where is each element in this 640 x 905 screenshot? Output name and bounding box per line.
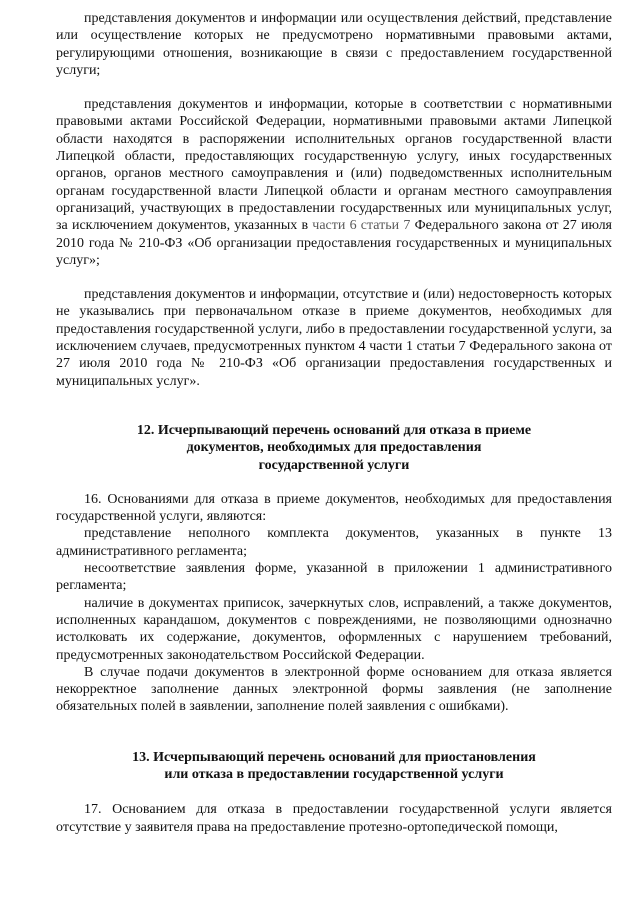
law-reference-link[interactable]: части 6 статьи 7 bbox=[312, 218, 411, 234]
reason-item-form-mismatch: несоответствие заявления форме, указанной в приложении 1 административного регламента; bbox=[56, 561, 612, 594]
reason-item-incomplete-set: представление неполного комплекта документов, указанных в пункте 13 административного регламента; bbox=[56, 526, 612, 559]
reason-item-corrections: наличие в документах приписок, зачеркнутых слов, исправлений, а также документов, исполненных карандашом, документов с повреждениями, не позволяющими однозначно истолковать их содержание, документов, оформленных с нарушением требований, предусмотренных законодательством Российской Федерации. bbox=[56, 595, 612, 663]
paragraph-exception-2 bbox=[56, 96, 612, 269]
section-13-heading bbox=[56, 749, 612, 784]
paragraph-exception-2-text-b: Федерального закона от 27 июля 2010 года № 210-ФЗ «Об организации предоставления государственных и муниципальных услуг»; bbox=[56, 218, 612, 268]
paragraph-17: 17. Основанием для отказа в предоставлении государственной услуги является отсутствие у заявителя права на предоставление протезно-ортопедической помощи, bbox=[56, 802, 612, 835]
section-12-heading-line-3: государственной услуги bbox=[258, 457, 410, 473]
paragraph-exception-2-text-a: представления документов и информации, которые в соответствии с нормативными правовыми актами Российской Федерации, нормативными правовыми актами Липецкой области находятся в распоряжении исполнительных органов государственной власти Липецкой области, предоставляющих государственную услугу, иных государственных органов, органов местного самоуправления и (или) подведомственных исполнительным органам государственной власти Липецкой области и органам местного самоуправления организаций, участвующих в предоставлении государственных или муниципальных услуг, за исключением документов, указанных в bbox=[56, 97, 612, 234]
paragraph-exception-3: представления документов и информации, отсутствие и (или) недостоверность которых не указывались при первоначальном отказе в приеме документов, необходимых для предоставления государственной услуги, либо в предоставлении государственной услуги, за исключением случаев, предусмотренных пунктом 4 части 1 статьи 7 Федерального закона от 27 июля 2010 года № 210-ФЗ «Об организации предоставления государственных и муниципальных услуг». bbox=[56, 287, 612, 389]
section-12-heading bbox=[56, 422, 612, 474]
reason-item-electronic-form: В случае подачи документов в электронной форме основанием для отказа является некорректное заполнение данных электронной формы заявления (не заполнение обязательных полей в заявлении, заполнение полей заявления с ошибками). bbox=[56, 664, 612, 715]
section-12-heading-line-1: 12. Исчерпывающий перечень оснований для отказа в приеме bbox=[136, 422, 532, 438]
section-13-heading-line-2: или отказа в предоставлении государственной услуги bbox=[164, 766, 504, 782]
document-page bbox=[56, 10, 612, 836]
paragraph-16: 16. Основаниями для отказа в приеме документов, необходимых для предоставления государственной услуги, являются: bbox=[56, 491, 612, 525]
section-12-heading-line-2: документов, необходимых для предоставления bbox=[186, 440, 482, 456]
section-13-heading-line-1: 13. Исчерпывающий перечень оснований для приостановления bbox=[132, 749, 536, 765]
paragraph-exception-1: представления документов и информации или осуществления действий, представление или осуществление которых не предусмотрено нормативными правовыми актами, регулирующими отношения, возникающие в связи с предоставлением государственной услуги; bbox=[56, 11, 612, 78]
